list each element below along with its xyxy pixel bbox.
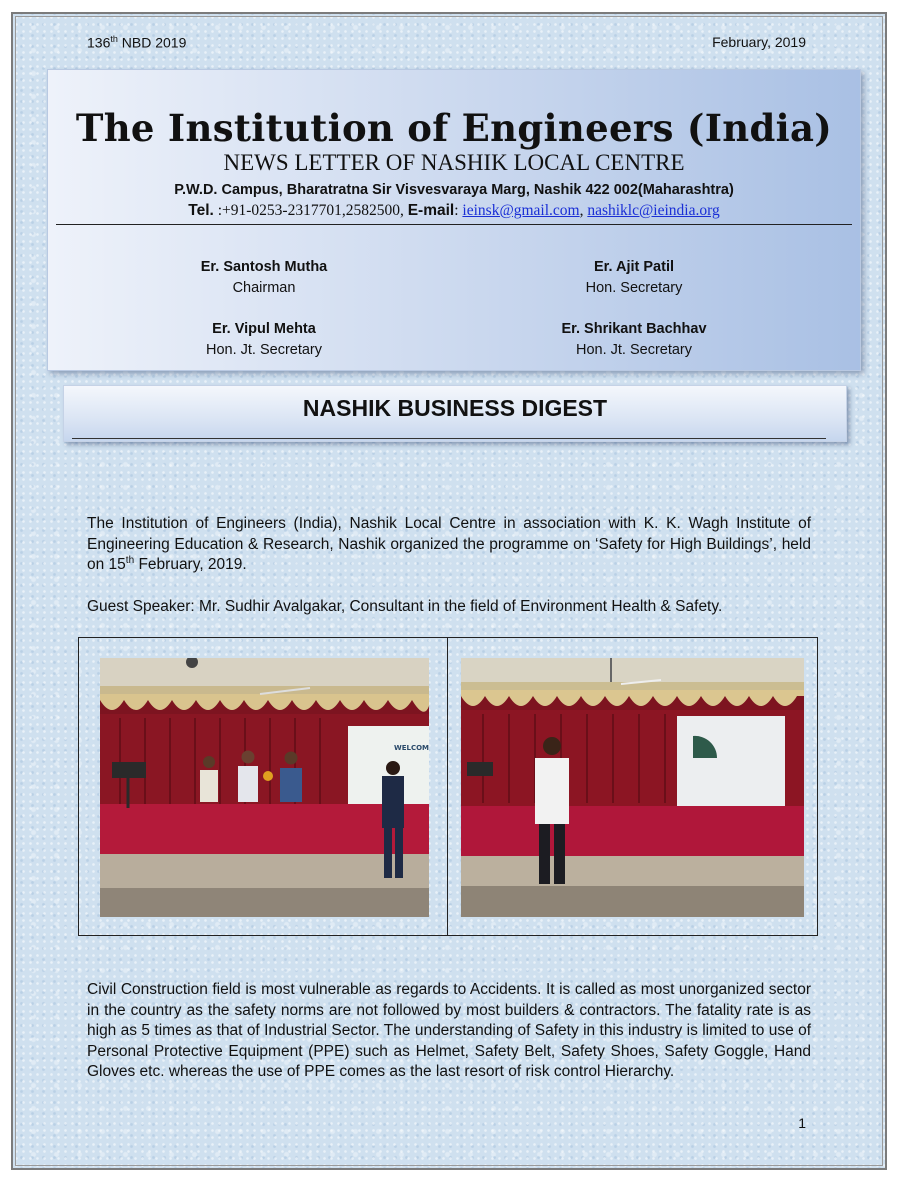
- masthead: [47, 69, 861, 371]
- digest-banner: [63, 385, 847, 442]
- officer-secretary: Er. Ajit Patil Hon. Secretary: [585, 259, 683, 296]
- body-paragraph: Civil Construction field is most vulnerable as regards to Accidents. It is called as most unorganized sector in the country as the safety norms are not followed by most builders & contractors. The fatality rate is as high as 5 times as that of Industrial Sector. The understanding of Safety in this industry is limited to use of Personal Protective Equipment (PPE) such as Helmet, Safety Belt, Safety Shoes, Safety Goggle, Hand Gloves etc. whereas the use of PPE comes as the last resort of risk control Hierarchy.: [87, 981, 811, 1080]
- guest-speaker-line: Guest Speaker: Mr. Sudhir Avalgakar, Consultant in the field of Environment Health & Safety.: [87, 598, 723, 615]
- issue-date: February, 2019: [712, 34, 806, 50]
- event-photo-felicitation: [100, 658, 429, 917]
- digest-title: NASHIK BUSINESS DIGEST: [302, 395, 608, 421]
- officer-jt-secretary-1: Er. Vipul Mehta Hon. Jt. Secretary: [205, 321, 323, 358]
- officer-jt-secretary-2: Er. Shrikant Bachhav Hon. Jt. Secretary: [561, 321, 707, 358]
- newsletter-page: [11, 12, 887, 1170]
- institution-title: The Institution of Engineers (India): [75, 106, 833, 150]
- email-link-2[interactable]: nashiklc@ieindia.org: [587, 202, 720, 219]
- screen-welcome-text: WELCOM: [394, 744, 429, 752]
- edition-label: 136th NBD 2019: [87, 34, 187, 51]
- newsletter-subtitle: NEWS LETTER OF NASHIK LOCAL CENTRE: [223, 150, 685, 175]
- page-number: 1: [798, 1115, 806, 1131]
- contact-line: Tel. :+91-0253-2317701,2582500, E-mail: ieinsk@gmail.com, nashiklc@ieindia.org: [188, 202, 720, 219]
- digest-underline: [72, 438, 826, 439]
- address-line: P.W.D. Campus, Bharatratna Sir Visvesvaraya Marg, Nashik 422 002(Maharashtra): [174, 182, 734, 198]
- intro-paragraph: The Institution of Engineers (India), Nashik Local Centre in association with K. K. Wagh Institute of Engineering Education & Research, Nashik organized the programme on ‘Safety for High Buildings’, held on 15th February, 2019.: [87, 515, 811, 573]
- photo-table: [78, 637, 818, 936]
- officer-chairman: Er. Santosh Mutha Chairman: [200, 259, 328, 296]
- event-photo-speaker: [461, 658, 804, 917]
- email-link-1[interactable]: ieinsk@gmail.com: [462, 202, 580, 219]
- photo-table-divider: [447, 638, 448, 935]
- masthead-divider: [56, 224, 852, 225]
